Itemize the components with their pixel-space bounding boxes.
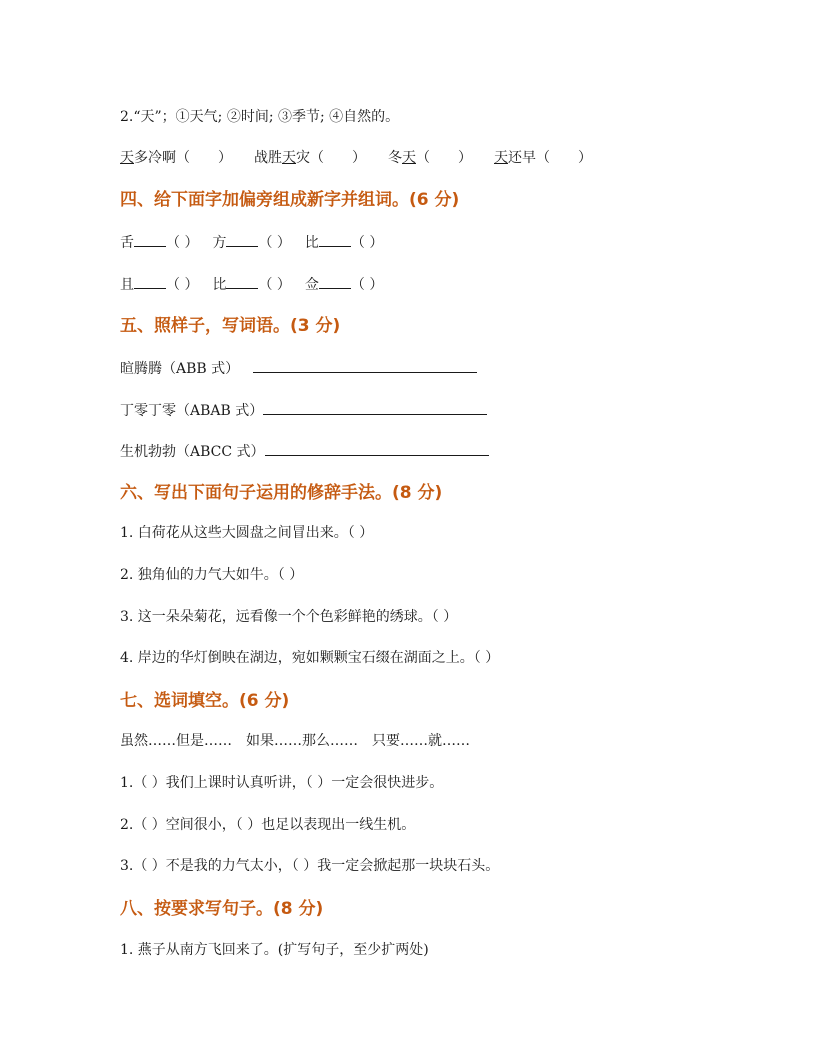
q2-item-1: 天多冷啊（ ） xyxy=(120,150,232,166)
section4-title: 四、给下面字加偏旁组成新字并组词。(6 分) xyxy=(120,190,460,210)
answer-line[interactable] xyxy=(265,440,489,456)
q2-item-4: 天还早（ ） xyxy=(494,150,592,166)
section5-title: 五、照样子，写词语。(3 分) xyxy=(120,316,341,336)
answer-blank[interactable] xyxy=(134,231,166,247)
answer-line[interactable] xyxy=(263,399,487,415)
section6-title: 六、写出下面句子运用的修辞手法。(8 分) xyxy=(120,483,443,503)
section5-item-2: 丁零丁零（ABAB 式） xyxy=(120,399,487,421)
section6-item: 2. 独角仙的力气大如牛。（ ） xyxy=(120,567,304,583)
answer-blank[interactable] xyxy=(226,231,258,247)
section6-item: 3. 这一朵朵菊花，远看像一个个色彩鲜艳的绣球。（ ） xyxy=(120,609,458,625)
answer-blank[interactable] xyxy=(226,273,258,289)
section8-item: 1. 燕子从南方飞回来了。(扩写句子，至少扩两处) xyxy=(120,942,429,958)
answer-line[interactable] xyxy=(253,357,477,373)
answer-blank[interactable] xyxy=(319,273,351,289)
q2-item-3: 冬天（ ） xyxy=(388,150,472,166)
q2-items-row xyxy=(120,148,592,168)
section7-title: 七、选词填空。(6 分) xyxy=(120,691,290,711)
section7-item: 3.（ ）不是我的力气太小，（ ）我一定会掀起那一块块石头。 xyxy=(120,858,500,874)
section7-options: 虽然……但是…… 如果……那么…… 只要……就…… xyxy=(120,733,470,749)
q2-item-2: 战胜天灾（ ） xyxy=(254,150,366,166)
section6-item: 4. 岸边的华灯倒映在湖边，宛如颗颗宝石缀在湖面之上。（ ） xyxy=(120,650,500,666)
q2-intro: 2.“天”；①天气; ②时间; ③季节; ④自然的。 xyxy=(120,109,400,125)
section8-title: 八、按要求写句子。(8 分) xyxy=(120,899,324,919)
section7-item: 2.（ ）空间很小，（ ）也足以表现出一线生机。 xyxy=(120,817,416,833)
section5-item-1: 暄腾腾（ABB 式） xyxy=(120,357,477,379)
section5-item-3: 生机勃勃（ABCC 式） xyxy=(120,440,489,462)
answer-blank[interactable] xyxy=(319,231,351,247)
answer-blank[interactable] xyxy=(134,273,166,289)
section4-row-2: 且 （ ） 比 （ ） 佥 （ ） xyxy=(120,273,383,295)
section6-item: 1. 白荷花从这些大圆盘之间冒出来。（ ） xyxy=(120,525,374,541)
section7-item: 1.（ ）我们上课时认真听讲，（ ）一定会很快进步。 xyxy=(120,775,444,791)
section4-row-1: 舌 （ ） 方 （ ） 比 （ ） xyxy=(120,231,383,253)
